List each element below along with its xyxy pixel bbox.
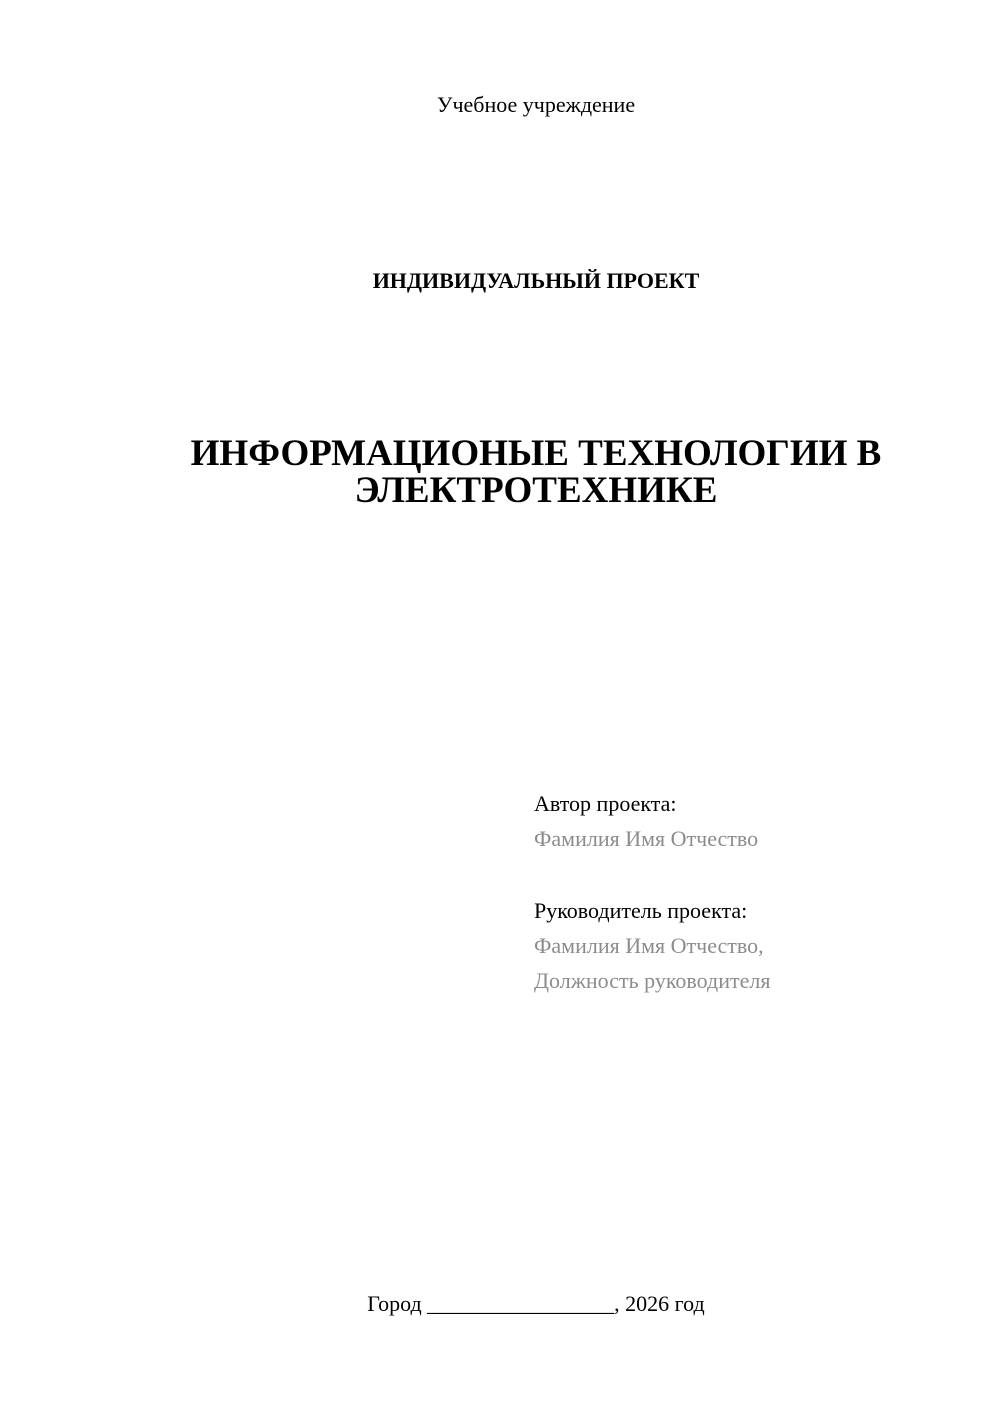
supervisor-position: Должность руководителя (534, 968, 771, 993)
project-type-heading: ИНДИВИДУАЛЬНЫЙ ПРОЕКТ (372, 268, 700, 293)
project-title-line-1: ИНФОРМАЦИОНЫЕ ТЕХНОЛОГИИ В (190, 433, 882, 474)
supervisor-label: Руководитель проекта: (534, 898, 748, 923)
institution-name: Учебное учреждение (436, 92, 636, 117)
author-block (534, 786, 758, 856)
city-year-line: Город _________________, 2026 год (367, 1291, 705, 1316)
supervisor-name: Фамилия Имя Отчество, (534, 933, 764, 958)
project-title (0, 435, 1000, 509)
project-title-line-2: ЭЛЕКТРОТЕХНИКЕ (354, 470, 718, 511)
author-name: Фамилия Имя Отчество (534, 826, 759, 851)
supervisor-block (534, 893, 770, 998)
author-label: Автор проекта: (534, 791, 677, 816)
